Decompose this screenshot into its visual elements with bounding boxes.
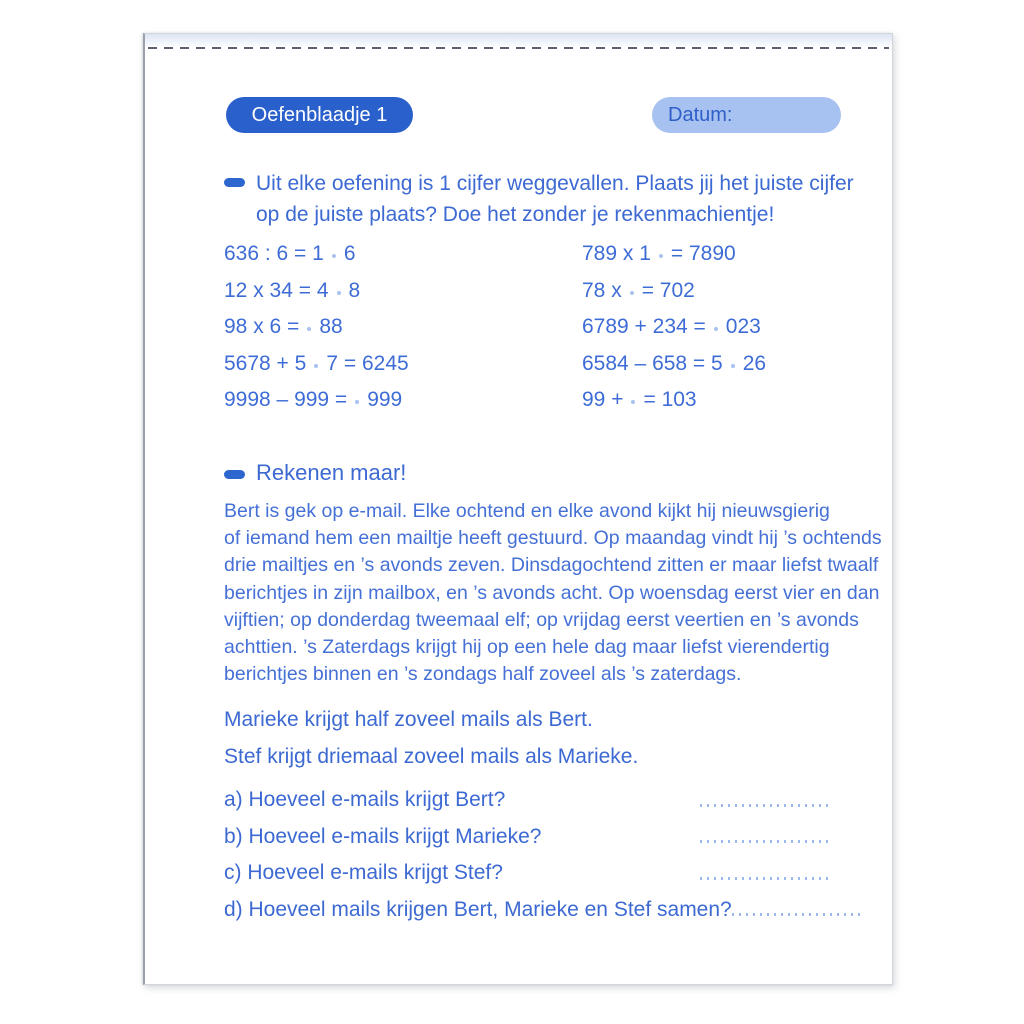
missing-digit-dot <box>659 254 663 258</box>
equation-text: = 7890 <box>670 242 736 265</box>
equation-text: = 702 <box>641 278 695 302</box>
equation-text: 6789 + 234 = <box>582 315 706 338</box>
story-line: Bert is gek op e-mail. Elke ochtend en elke avond kijkt hij nieuwsgierig <box>224 500 830 522</box>
equation-text: 88 <box>319 315 343 338</box>
missing-digit-dot <box>630 291 634 295</box>
instruction-line: Uit elke oefening is 1 cijfer weggevallen. Plaats jij het juiste cijfer <box>256 172 854 195</box>
answer-dotted-line <box>700 877 832 880</box>
page-top-band <box>145 34 892 47</box>
equation-text: 9998 – 999 = <box>224 388 348 411</box>
equation-text: 26 <box>742 351 767 375</box>
worksheet-title-pill: Oefenblaadje 1 <box>226 97 413 133</box>
equation-row <box>224 382 409 419</box>
question-label: b) Hoeveel e-mails krijgt Marieke? <box>224 824 542 848</box>
equation-row <box>224 273 409 310</box>
story-line: drie mailtjes en ’s avonds zeven. Dinsdagochtend zitten er maar liefst twaalf <box>224 554 879 577</box>
equation-text: 6 <box>343 242 356 265</box>
question-row <box>224 782 832 819</box>
question-label: c) Hoeveel e-mails krijgt Stef? <box>224 861 503 885</box>
dash-bullet-icon <box>224 178 245 187</box>
story-heading-label: Rekenen maar! <box>256 460 407 485</box>
story-line: of iemand hem een mailtje heeft gestuurd. Op maandag vindt hij ’s ochtends <box>224 527 882 550</box>
exercise-instruction <box>224 168 854 230</box>
equation-row <box>582 346 766 383</box>
equation-row <box>582 236 766 273</box>
story-section-heading <box>224 460 406 486</box>
equation-text: 99 + <box>582 388 624 411</box>
equation-row <box>582 309 766 346</box>
missing-digit-dot <box>332 254 336 258</box>
question-row <box>224 855 832 892</box>
missing-digit-dot <box>314 364 318 368</box>
equation-row <box>224 236 409 273</box>
answer-dotted-line <box>700 840 832 843</box>
equation-text: 999 <box>367 388 403 411</box>
equation-text: 789 x 1 <box>582 242 651 265</box>
equations-right-column <box>582 236 766 419</box>
story-facts <box>224 702 638 775</box>
fact-line: Marieke krijgt half zoveel mails als Bert. <box>224 708 593 731</box>
question-label: d) Hoeveel mails krijgen Bert, Marieke en Stef samen? <box>224 897 732 921</box>
story-paragraph <box>224 498 882 688</box>
missing-digit-dot <box>337 291 341 295</box>
equation-text: = 103 <box>643 388 697 411</box>
answer-dotted-line <box>700 804 832 807</box>
equation-text: 636 : 6 = 1 <box>224 242 324 265</box>
story-line: achttien. ’s Zaterdags krijgt hij op een hele dag maar liefst vierendertig <box>224 636 830 659</box>
worksheet-page <box>143 33 893 985</box>
equation-text: 8 <box>348 278 361 302</box>
equation-text: 5678 + 5 <box>224 351 307 375</box>
instruction-line: op de juiste plaats? Doe het zonder je rekenmachientje! <box>256 203 775 226</box>
story-line: vijftien; op donderdag tweemaal elf; op vrijdag eerst veertien en ’s avonds <box>224 608 859 631</box>
missing-digit-dot <box>714 327 718 331</box>
question-label: a) Hoeveel e-mails krijgt Bert? <box>224 788 506 812</box>
equation-text: 98 x 6 = <box>224 315 300 338</box>
missing-digit-dot <box>355 400 359 404</box>
equation-text: 7 = 6245 <box>326 351 409 375</box>
missing-digit-dot <box>731 364 735 368</box>
question-row <box>224 892 832 929</box>
answer-dotted-line <box>732 913 864 916</box>
equations-left-column <box>224 236 409 419</box>
questions-block <box>224 782 832 928</box>
equation-text: 6584 – 658 = 5 <box>582 351 723 375</box>
perforation-dashed-line <box>148 47 889 49</box>
equation-text: 023 <box>725 315 761 338</box>
equation-row <box>224 309 409 346</box>
missing-digit-dot <box>307 327 311 331</box>
equation-row <box>224 346 409 383</box>
equation-text: 12 x 34 = 4 <box>224 278 329 302</box>
date-pill: Datum: <box>652 97 841 133</box>
equation-row <box>582 382 766 419</box>
fact-line: Stef krijgt driemaal zoveel mails als Marieke. <box>224 744 639 768</box>
missing-digit-dot <box>631 400 635 404</box>
equation-text: 78 x <box>582 278 622 302</box>
story-line: berichtjes in zijn mailbox, en ’s avonds acht. Op woensdag eerst vier en dan <box>224 581 880 604</box>
question-row <box>224 819 832 856</box>
story-line: berichtjes binnen en ’s zondags half zoveel als ’s zaterdags. <box>224 663 742 686</box>
instruction-text <box>256 168 854 230</box>
equation-row <box>582 273 766 310</box>
dash-bullet-icon <box>224 470 245 479</box>
